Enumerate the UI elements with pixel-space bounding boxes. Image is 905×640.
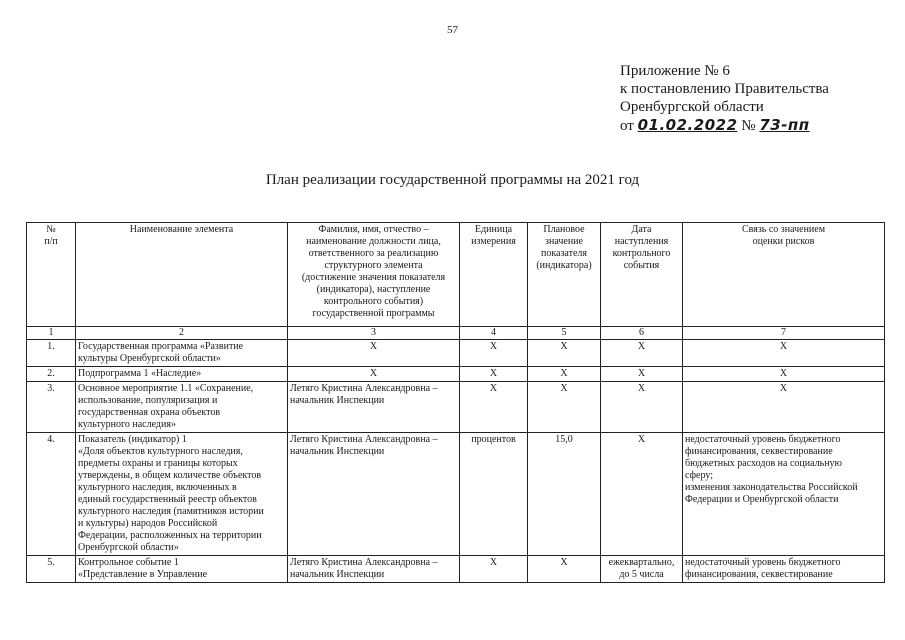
row-unit: Х [460, 556, 528, 583]
row-number: 5. [27, 556, 76, 583]
column-number: 6 [601, 327, 683, 340]
column-number: 1 [27, 327, 76, 340]
appendix-line-3: Оренбургской области [620, 99, 764, 115]
row-responsible: Х [288, 367, 460, 382]
from-label: от [620, 118, 634, 134]
row-plan-value: 15,0 [528, 433, 601, 556]
table-row [27, 367, 885, 382]
header-event-date: Дата наступления контрольного события [601, 223, 683, 327]
page-number: 57 [447, 24, 458, 36]
header-number: № п/п [27, 223, 76, 327]
row-unit: Х [460, 367, 528, 382]
row-plan-value: Х [528, 367, 601, 382]
row-responsible: Летяго Кристина Александровна – начальник Инспекции [288, 433, 460, 556]
row-element-name: Государственная программа «Развитие культуры Оренбургской области» [76, 340, 288, 367]
row-event-date: Х [601, 340, 683, 367]
row-element-name: Основное мероприятие 1.1 «Сохранение, использование, популяризация и государственная охрана объектов культурного наследия» [76, 382, 288, 433]
row-unit: Х [460, 382, 528, 433]
appendix-block [620, 62, 829, 135]
row-unit: Х [460, 340, 528, 367]
row-risk: Х [683, 367, 885, 382]
row-number: 2. [27, 367, 76, 382]
row-responsible: Х [288, 340, 460, 367]
row-risk: Х [683, 382, 885, 433]
document-title: План реализации государственной программы на 2021 год [265, 172, 640, 188]
column-number-row [27, 327, 885, 340]
header-unit: Единица измерения [460, 223, 528, 327]
header-plan-value: Плановое значение показателя (индикатора) [528, 223, 601, 327]
row-risk: недостаточный уровень бюджетного финансирования, секвестирование бюджетных расходов на социальную сферу; изменения законодательства Российской Федерации и Оренбургской области [683, 433, 885, 556]
plan-table [26, 222, 885, 583]
column-number: 7 [683, 327, 885, 340]
decree-number: 73-пп [759, 116, 810, 134]
row-risk: Х [683, 340, 885, 367]
column-number: 3 [288, 327, 460, 340]
header-responsible: Фамилия, имя, отчество – наименование должности лица, ответственного за реализацию структурного элемента (достижение значения показателя (индикатора), наступление контрольного события) государственной программы [288, 223, 460, 327]
appendix-line-1: Приложение № 6 [620, 63, 730, 79]
table-row [27, 340, 885, 367]
table-header-row [27, 223, 885, 327]
row-responsible: Летяго Кристина Александровна – начальник Инспекции [288, 556, 460, 583]
row-number: 1. [27, 340, 76, 367]
row-plan-value: Х [528, 556, 601, 583]
row-event-date: Х [601, 433, 683, 556]
row-event-date: ежеквартально, до 5 числа [601, 556, 683, 583]
table-row [27, 433, 885, 556]
column-number: 5 [528, 327, 601, 340]
row-plan-value: Х [528, 340, 601, 367]
row-element-name: Показатель (индикатор) 1 «Доля объектов культурного наследия, предметы охраны и границы которых утверждены, в общем количестве объектов культурного наследия, включенных в единый государственный реестр объектов культурного наследия (памятников истории и культуры) народов Российской Федерации, расположенных на территории Оренбургской области» [76, 433, 288, 556]
decree-date: 01.02.2022 [637, 116, 738, 134]
header-risk: Связь со значением оценки рисков [683, 223, 885, 327]
row-unit: процентов [460, 433, 528, 556]
row-number: 4. [27, 433, 76, 556]
table-row [27, 556, 885, 583]
number-label: № [741, 118, 756, 134]
header-element-name: Наименование элемента [76, 223, 288, 327]
column-number: 4 [460, 327, 528, 340]
row-event-date: Х [601, 382, 683, 433]
appendix-line-4 [620, 116, 829, 135]
table-row [27, 382, 885, 433]
row-responsible: Летяго Кристина Александровна – начальник Инспекции [288, 382, 460, 433]
row-event-date: Х [601, 367, 683, 382]
row-element-name: Подпрограмма 1 «Наследие» [76, 367, 288, 382]
row-number: 3. [27, 382, 76, 433]
column-number: 2 [76, 327, 288, 340]
row-plan-value: Х [528, 382, 601, 433]
appendix-line-2: к постановлению Правительства [620, 81, 829, 97]
row-risk: недостаточный уровень бюджетного финансирования, секвестирование [683, 556, 885, 583]
row-element-name: Контрольное событие 1 «Представление в Управление [76, 556, 288, 583]
